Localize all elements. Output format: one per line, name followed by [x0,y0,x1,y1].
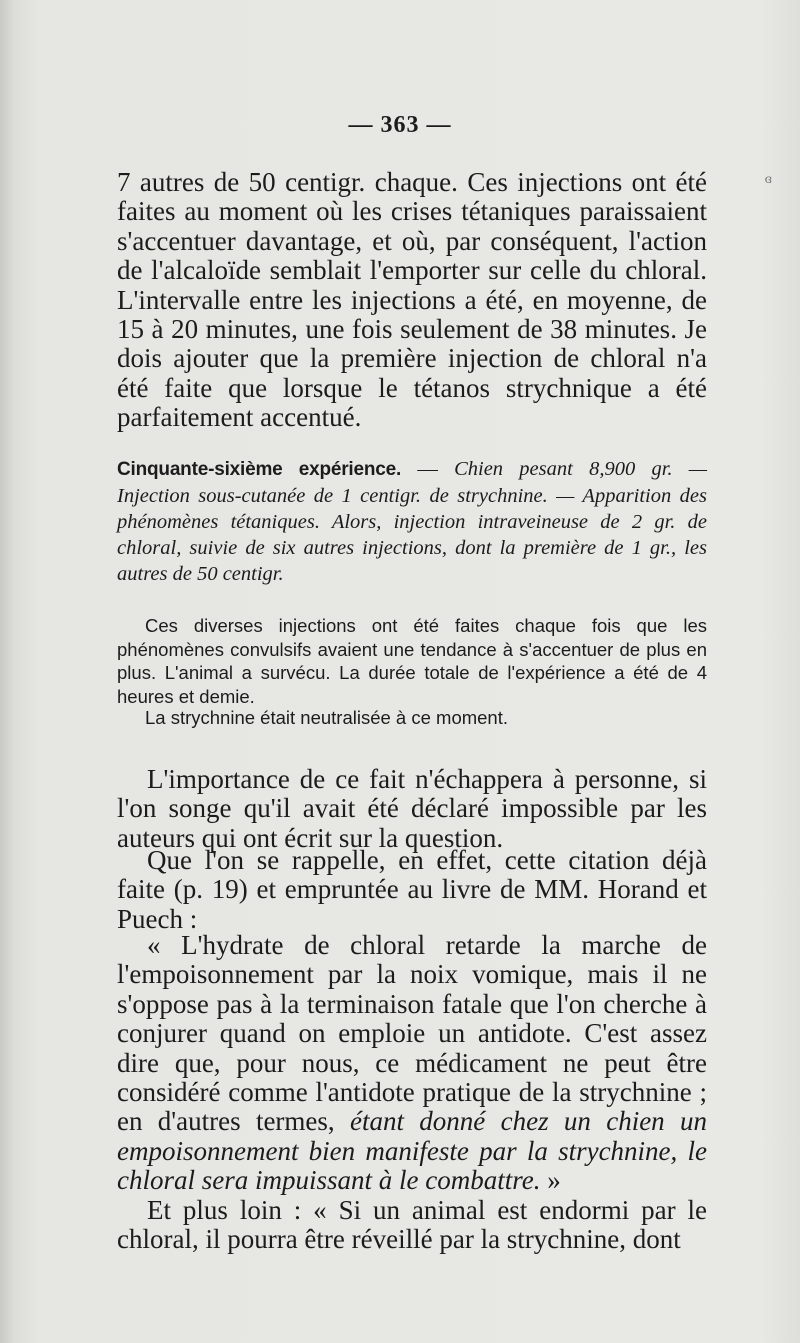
paragraph-continuation: 7 autres de 50 centigr. chaque. Ces injections ont été faites au moment où les crises tétaniques paraissaient s'accentuer davantage, et où, par conséquent, l'action de l'alcaloïde semblait l'emporter sur celle du chloral. L'intervalle entre les injections a été, en moyenne, de 15 à 20 minutes, une fois seulement de 38 minutes. Je dois ajouter que la première injection de chloral n'a été faite que lorsque le tétanos strychnique a été parfaitement accentué. [117,167,707,433]
experiment-heading [117,456,707,587]
paragraph-citation-intro: Que l'on se rappelle, en effet, cette citation déjà faite (p. 19) et empruntée au livre de MM. Horand et Puech : [117,845,707,934]
experiment-title: Cinquante-sixième expérience. [117,459,402,480]
experiment-description: — Injection sous-cutanée de 1 centigr. de strychnine. — Apparition des phénomènes tétaniques. Alors, injection intraveineuse de 2 gr. de chloral, suivie de six autres injections, dont la première de 1 gr., les autres de 50 centigr. [117,458,708,585]
quotation-close: » [540,1165,561,1196]
quotation-roman: « L'hydrate de chloral retarde la marche de l'empoisonnement par la noix vomique, mais il ne s'oppose pas à la terminaison fatale que l'on cherche à conjurer quand on emploie un antidote. C'est assez dire que, pour nous, ce médicament ne peut être considéré comme l'antidote pratique de la strychnine ; en d'autres termes, [117,930,707,1137]
quotation-block [117,931,707,1254]
experiment-dash: — [401,458,455,480]
experiment-subject: Chien pesant 8,900 gr. [454,458,673,480]
quotation [117,931,707,1196]
page-number: — 363 — [348,112,452,138]
paragraph-last: Et plus loin : « Si un animal est endormi par le chloral, il pourra être réveillé par la strychnine, dont [117,1194,707,1255]
experiment-conclusion: La strychnine était neutralisée à ce moment. [145,707,508,728]
margin-mark: ɞ [764,172,772,186]
paragraph-importance: L'importance de ce fait n'échappera à personne, si l'on songe qu'il avait été déclaré impossible par les auteurs qui ont écrit sur la question. [117,764,707,853]
experiment-notes: Ces diverses injections ont été faites chaque fois que les phénomènes convulsifs avaient une tendance à s'accentuer de plus en plus. L'animal a survécu. La durée totale de l'expérience a été de 4 heures et demie. [117,615,707,707]
quotation-italic: étant donné chez un chien un empoisonnement bien manifeste par la strychnine, le chloral sera impuissant à le combattre. [117,1106,707,1196]
